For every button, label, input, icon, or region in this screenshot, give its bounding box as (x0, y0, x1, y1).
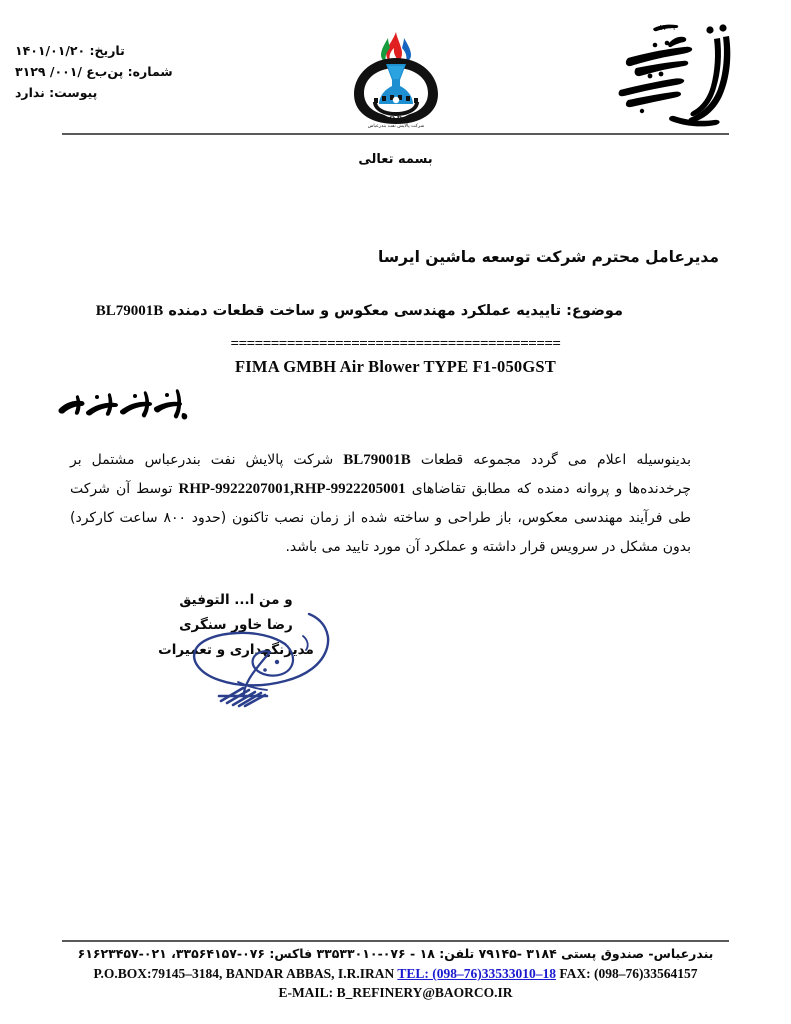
borc-refinery-logo (340, 24, 452, 129)
number-label: شماره: (127, 64, 173, 79)
meta-row-date (0, 40, 310, 61)
subject-label: موضوع: (566, 303, 623, 319)
footer-english-address (0, 964, 791, 983)
signature-block (121, 588, 351, 663)
letter-meta (0, 40, 310, 103)
letter-footer (0, 944, 791, 1002)
body-code-2: RHP-9922207001,RHP-9922205001 (178, 481, 406, 497)
signature-name: رضا خاور سنگری (179, 617, 293, 633)
date-value: ۱۴۰۱/۰۱/۲۰ (15, 43, 86, 58)
footer-email-value[interactable]: B_REFINERY@BAORCO.IR (336, 985, 513, 1000)
body-part-1: بدینوسیله اعلام می گردد مجموعه قطعات (420, 452, 692, 468)
body-part-2: شرکت پالایش نفت بندرعباس مشتمل بر چرخدنده‌ها و پروانه دمنده که مطابق تقاضاهای (70, 452, 692, 497)
subject-text: تاییدیه عملکرد مهندسی معکوس و ساخت قطعات دمنده (168, 303, 562, 319)
date-label: تاریخ: (89, 43, 125, 58)
meta-row-number (0, 61, 310, 82)
basmala-line: بسمه تعالی (358, 152, 433, 167)
year-slogan-calligraphy (524, 16, 739, 128)
meta-row-attachment (0, 82, 310, 103)
footer-tel-link[interactable]: TEL: (098–76)33533010–18 (397, 966, 556, 981)
svg-text:شرکت پالایش نفت بندرعباس: شرکت پالایش نفت بندرعباس (367, 124, 424, 129)
signature-title: مدیرنگهداری و تعمیرات (158, 642, 314, 658)
footer-fax: FAX: (098–76)33564157 (559, 966, 698, 981)
recipient-line: مدیرعامل محترم شرکت توسعه ماشین ایرسا (378, 248, 719, 266)
attachment-label: پیوست: (49, 85, 98, 100)
equipment-designation: FIMA GMBH Air Blower TYPE F1-050GST (235, 357, 556, 376)
svg-text:B.O.R.C: B.O.R.C (381, 114, 410, 123)
footer-postal-address: P.O.BOX:79145–3184, BANDAR ABBAS, I.R.IRAN (93, 966, 395, 981)
attachment-value: ندارد (15, 85, 45, 100)
subject-part-code: BL79001B (95, 303, 164, 319)
body-code-1: BL79001B (343, 452, 411, 468)
header-divider (62, 133, 729, 135)
letterhead (0, 12, 791, 127)
footer-persian-address: بندرعباس- صندوق پستی ۳۱۸۴ -۷۹۱۴۵ تلفن: ۱۸ - ۰۷۶-۳۳۵۳۳۰۱۰ فاکس: ۰۷۶-۳۳۵۶۴۱۵۷، ۰۲۱-۶۱۶۲۳۴۵۷ (77, 946, 714, 961)
separator-line: ========================================= (230, 336, 561, 352)
letter-body (70, 446, 691, 562)
footer-email-label: E-MAIL: (278, 985, 334, 1000)
footer-divider (62, 940, 729, 942)
signature-closing: و من ا... التوفیق (179, 592, 293, 608)
number-value: پن‌ب‌ع /۰۰۱/ ۳۱۲۹ (15, 64, 124, 79)
svg-text:۱۴۰۱: ۱۴۰۱ (658, 23, 676, 32)
footer-email (0, 983, 791, 1002)
salutation-calligraphy (51, 383, 191, 425)
body-part-3: توسط آن شرکت طی فرآیند مهندسی معکوس، باز طراحی و ساخته شده از زمان نصب تاکنون (حدود ۸۰۰ ساعت کارکرد) بدون مشکل در سرویس قرار داشته و عملکرد آن مورد تایید می باشد. (70, 481, 692, 555)
subject-line (96, 303, 623, 320)
